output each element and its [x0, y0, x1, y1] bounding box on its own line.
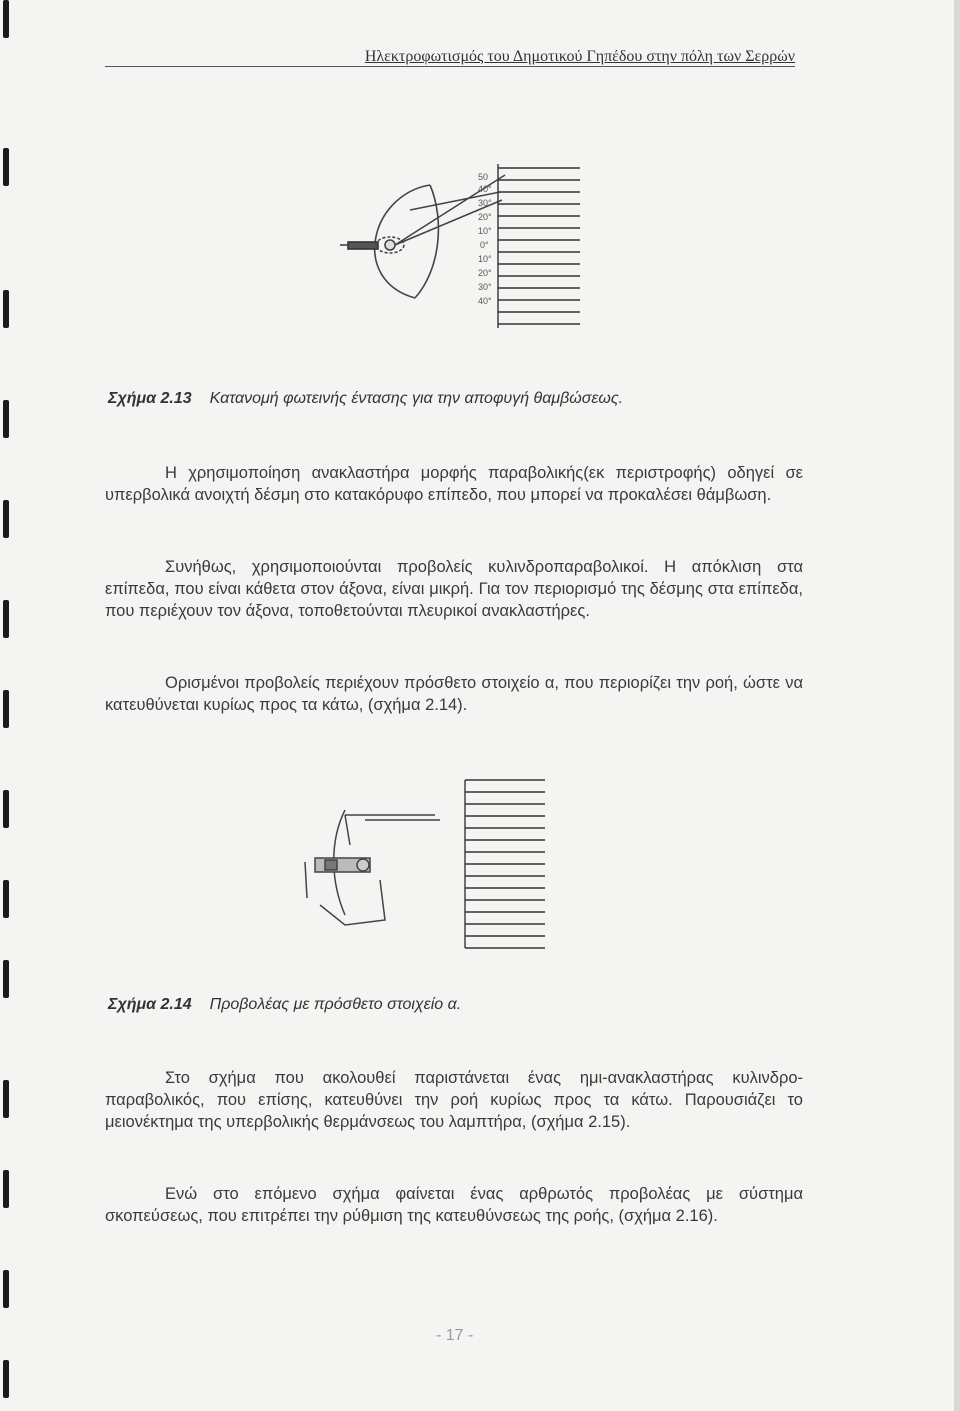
- angle-label: 0°: [480, 240, 489, 250]
- caption-number: Σχήμα 2.14: [108, 996, 192, 1013]
- paragraph-4: [105, 1067, 803, 1133]
- binding-hole: [3, 600, 9, 638]
- figure-2-13: [330, 150, 600, 350]
- angle-label: 10°: [478, 254, 492, 264]
- binding-hole: [3, 880, 9, 918]
- page-edge-shadow: [954, 0, 960, 1411]
- paragraph-3: [105, 672, 803, 716]
- figure-2-14: [295, 770, 555, 955]
- projector-diagram: [295, 770, 555, 955]
- angle-label: 10°: [478, 226, 492, 236]
- angle-label: 20°: [478, 268, 492, 278]
- header-title: Ηλεκτροφωτισμός του Δημοτικού Γηπέδου στην πόλη των Σερρών: [364, 48, 795, 65]
- figure-2-14-caption: [108, 996, 461, 1014]
- binding-hole: [3, 400, 9, 438]
- angle-label: 40°: [478, 184, 492, 194]
- binding-hole: [3, 790, 9, 828]
- angle-label: 30°: [478, 198, 492, 208]
- angle-label: 30°: [478, 282, 492, 292]
- binding-hole: [3, 690, 9, 728]
- paragraph-text: Ενώ στο επόμενο σχήμα φαίνεται ένας αρθρωτός προβολέας με σύστημα σκοπεύσεως, που επιτρέπει την ρύθμιση της κατευθύνσεως της ροής, (σχήμα 2.16).: [105, 1185, 803, 1225]
- binding-hole: [3, 1080, 9, 1118]
- binding-hole: [3, 290, 9, 328]
- paragraph-2: [105, 556, 803, 622]
- header-rule: [105, 66, 795, 67]
- caption-number: Σχήμα 2.13: [108, 390, 192, 407]
- page-binding-edge: [0, 0, 14, 1411]
- binding-hole: [3, 1170, 9, 1208]
- binding-hole: [3, 0, 9, 38]
- angle-label: 20°: [478, 212, 492, 222]
- paragraph-text: Η χρησιμοποίηση ανακλαστήρα μορφής παραβολικής(εκ περιστροφής) οδηγεί σε υπερβολικά ανοιχτή δέσμη στο κατακόρυφο επίπεδο, που μπορεί να προκαλέσει θάμβωση.: [105, 464, 803, 504]
- figure-2-13-caption: [108, 390, 623, 408]
- caption-text: Κατανομή φωτεινής έντασης για την αποφυγή θαμβώσεως.: [209, 390, 624, 407]
- binding-hole: [3, 148, 9, 186]
- binding-hole: [3, 1360, 9, 1398]
- binding-hole: [3, 1270, 9, 1308]
- page-header: [0, 40, 960, 70]
- angle-label: 40°: [478, 296, 492, 306]
- angle-label: 50: [478, 172, 489, 182]
- paragraph-text: Συνήθως, χρησιμοποιούνται προβολείς κυλινδροπαραβολικοί. Η απόκλιση στα επίπεδα, που είναι κάθετα στον άξονα, είναι μικρή. Για τον περιορισμό της δέσμης στα επίπεδα, που περιέχουν τον άξονα, τοποθετούνται πλευρικοί ανακλαστήρες.: [105, 558, 803, 620]
- paragraph-1: [105, 462, 803, 506]
- paragraph-text: Στο σχήμα που ακολουθεί παριστάνεται ένας ημι-ανακλαστήρας κυλινδρο-παραβολικός, που επίσης, κατευθύνει την ροή κυρίως προς τα κάτω. Παρουσιάζει το μειονέκτημα της υπερβολικής θερμάνσεως του λαμπτήρα, (σχήμα 2.15).: [105, 1069, 803, 1131]
- paragraph-5: [105, 1183, 803, 1227]
- reflector-diagram: [330, 150, 600, 350]
- binding-hole: [3, 500, 9, 538]
- caption-text: Προβολέας με πρόσθετο στοιχείο α.: [209, 996, 462, 1013]
- page-number: - 17 -: [436, 1327, 474, 1344]
- binding-hole: [3, 960, 9, 998]
- paragraph-text: Ορισμένοι προβολείς περιέχουν πρόσθετο στοιχείο α, που περιορίζει την ροή, ώστε να κατευθύνεται κυρίως προς τα κάτω, (σχήμα 2.14).: [105, 674, 803, 714]
